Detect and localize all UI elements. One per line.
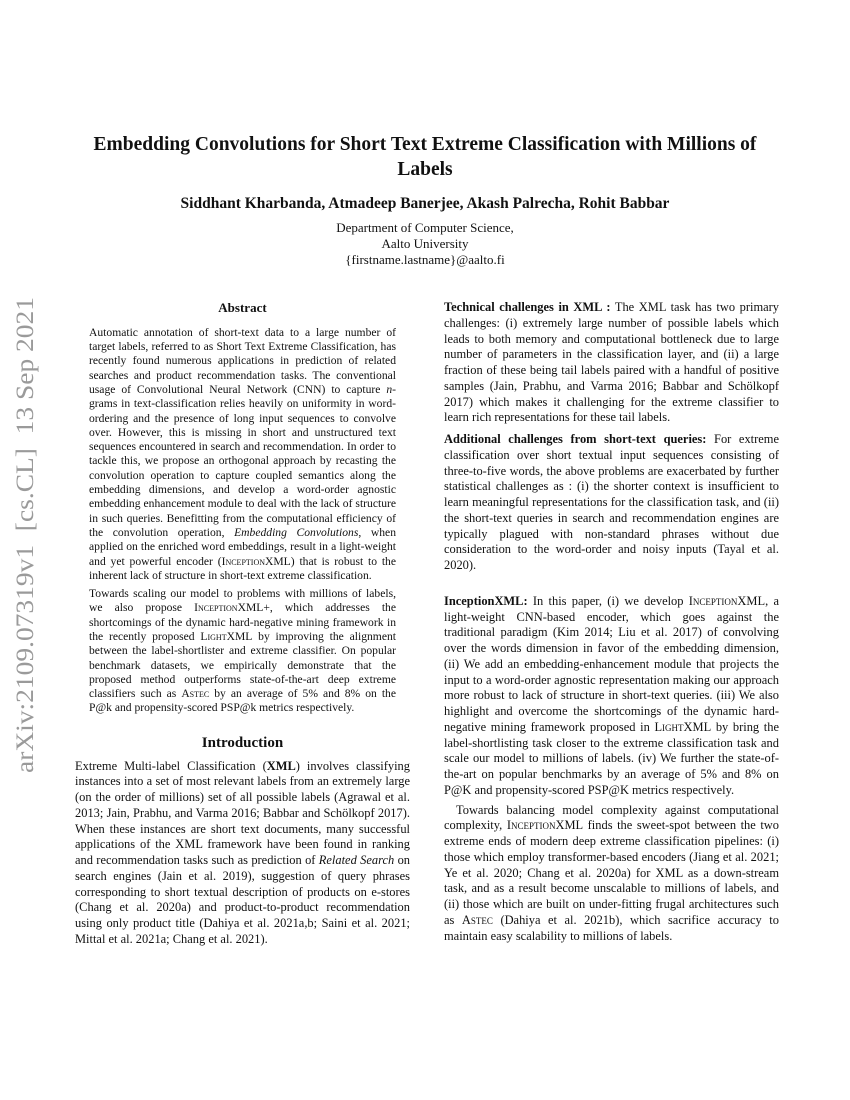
- right-column: [444, 300, 779, 944]
- author-email: {firstname.lastname}@aalto.fi: [345, 252, 505, 267]
- text-run: For extreme classification over short textual input sequences consisting of three-to-five words, the above problems are exacerbated by further statistical challenges as : (i) the shorter context is insufficient to learn meaningful representations for the classification task, and (ii) the short-text queries in search and recommendation engines are typically plagued with non-standard phrases without due consideration to the word-order and noisy inputs (Tayal et al. 2020).: [444, 432, 779, 572]
- math-n: n: [386, 382, 393, 396]
- left-column: [75, 300, 410, 948]
- runin-additional-challenges: Additional challenges from short-text queries:: [444, 432, 707, 446]
- text-run: (Dahiya et al. 2021b), which sacrifice accuracy to maintain easy scalability to millions of labels.: [444, 912, 779, 943]
- smallcaps-lightxml: LightXML: [200, 629, 253, 643]
- text-run: by bring the label-shortlisting task closer to the extreme classification task and scale our model to millions of labels. (iv) We further the state-of-the-art on popular benchmarks by an average of 5% and 8% on P@K and propensity-scored PSP@K metrics respectively.: [444, 719, 779, 797]
- runin-inceptionxml: InceptionXML:: [444, 593, 528, 608]
- text-run: In this paper, (i) we develop: [527, 593, 689, 608]
- abstract-body: [75, 326, 410, 716]
- runin-technical-challenges: Technical challenges in XML :: [444, 300, 611, 314]
- text-run: on search engines (Jain et al. 2019), suggestion of query phrases corresponding to short textual description of products on e-stores (Chang et al. 2020a) and product-to-product recommendation using only product title (Dahiya et al. 2021a,b; Saini et al. 2021; Mittal et al. 2021a; Chang et al. 2021).: [75, 853, 411, 946]
- bold-xml: XML: [266, 758, 296, 773]
- smallcaps-inceptionxml: InceptionXML: [221, 554, 291, 568]
- abstract-heading: Abstract: [218, 300, 267, 315]
- text-run: , which addresses the shortcomings of the dynamic hard-negative mining framework in the recently proposed: [89, 601, 396, 643]
- affiliation-block: [70, 220, 780, 268]
- balancing-paragraph: [444, 803, 779, 945]
- text-run: finds the sweet-spot between the two extreme ends of modern deep extreme classification pipelines: (i) those which employ transformer-based encoders (Jiang et al. 2021; Ye et al. 2020; Chang et al. 2020a) for XML as a down-stream task, and as a result become unscalable to millions of labels, and (ii) those which are built on under-fitting frugal architectures such as: [444, 818, 779, 927]
- smallcaps-astec: Astec: [181, 687, 210, 701]
- emphasis-embedding-convolutions: Embedding Convolutions: [234, 525, 359, 539]
- text-run: Automatic annotation of short-text data to a large number of target labels, referred to as Short Text Extreme Classification, has recently found numerous applications in prediction of related searches and product recommendation tasks. The conventional usage of Convolutional Neural Network (CNN) to capture: [89, 325, 396, 396]
- technical-challenges-paragraph: [444, 300, 779, 426]
- text-run: Towards scaling our model to problems with millions of labels, we also propose: [89, 587, 396, 615]
- emphasis-related-search: Related Search: [318, 853, 395, 868]
- abstract-paragraph-1: [89, 326, 396, 583]
- smallcaps-astec: Astec: [461, 912, 493, 927]
- smallcaps-inceptionxml: InceptionXML: [506, 818, 584, 833]
- text-run: The XML task has two primary challenges: (i) extremely large number of possible labels which leads to both memory and computational bottleneck due to large number of parameters in the classification layer, and (ii) a large fraction of these being tail labels paired with a handful of positive samples (Jain, Prabhu, and Varma 2016; Babbar and Schölkopf 2017) which makes it challenging for the extreme classifier to learn rich representations for these tail labels.: [444, 300, 780, 425]
- author-list: Siddhant Kharbanda, Atmadeep Banerjee, Akash Palrecha, Rohit Babbar: [180, 195, 670, 212]
- text-run: , when applied on the enriched word embeddings, result in a light-weight and yet powerful encoder (: [89, 525, 396, 568]
- additional-challenges-paragraph: [444, 432, 779, 574]
- smallcaps-inceptionxml: InceptionXML: [688, 593, 766, 608]
- text-run: , a light-weight CNN-based encoder, which goes against the traditional paradigm (Kim 2014; Liu et al. 2017) of convolving over the words dimension in favor of the embedding dimension, (ii) We add an embedding-enhancement module that projects the input to a word-order agnostic representation making our approach more robust to lack of structure in short-text queries. (iii) We also highlight and overcome the shortcomings of the dynamic hard-negative mining framework proposed in: [444, 593, 779, 734]
- introduction-heading: Introduction: [201, 734, 284, 751]
- paragraph-gap: [444, 580, 779, 594]
- text-run: Towards balancing model complexity against computational complexity,: [444, 802, 779, 833]
- text-run: by improving the alignment between the label-shortlister and extreme classifier. On popular benchmark datasets, we empirically demonstrate that the proposed method outperforms state-of-the-art deep extreme classifiers such as: [89, 629, 396, 701]
- arxiv-stamp-text: arXiv:2109.07319v1 [cs.CL] 13 Sep 2021: [10, 331, 39, 773]
- paper-title: Embedding Convolutions for Short Text Extreme Classification with Millions of Labels: [93, 134, 757, 180]
- affiliation-department: Department of Computer Science,: [336, 220, 514, 235]
- text-run: ) involves classifying instances into a set of most relevant labels from an extremely large (on the order of millions) set of all possible labels (Agrawal et al. 2013; Jain, Prabhu, and Varma 2016; Babbar and Schölkopf 2017). When these instances are short text documents, many successful applications of the XML framework have been found in ranking and recommendation tasks such as prediction of: [75, 758, 410, 868]
- introduction-paragraph-1: [75, 759, 410, 948]
- smallcaps-inceptionxml-plus: InceptionXML+: [194, 601, 270, 615]
- abstract-paragraph-2: [89, 587, 396, 716]
- text-run: by an average of 5% and 8% on the P@k and propensity-scored PSP@k metrics respectively.: [89, 687, 396, 715]
- text-run: ) that is robust to the inherent lack of structure in short-text extreme classification.: [89, 554, 396, 582]
- text-run: Extreme Multi-label Classification (: [75, 758, 267, 773]
- arxiv-stamp: [6, 295, 42, 775]
- affiliation-university: Aalto University: [381, 236, 469, 251]
- inceptionxml-paragraph: [444, 594, 779, 799]
- smallcaps-lightxml: LightXML: [654, 719, 712, 734]
- text-run: -grams in text-classification relies heavily on uniformity in word-ordering and the presence of long input sequences to convolve over. However, this is missing in short and unstructured text sequences encountered in search and recommendation. In order to tackle this, we propose an orthogonal approach by recasting the convolution operation to capture coupled semantics along the embedding dimensions, and develop a word-order agnostic embedding enhancement module to deal with the lack of structure in such queries. Benefitting from the computational efficiency of the convolution operation,: [89, 382, 396, 539]
